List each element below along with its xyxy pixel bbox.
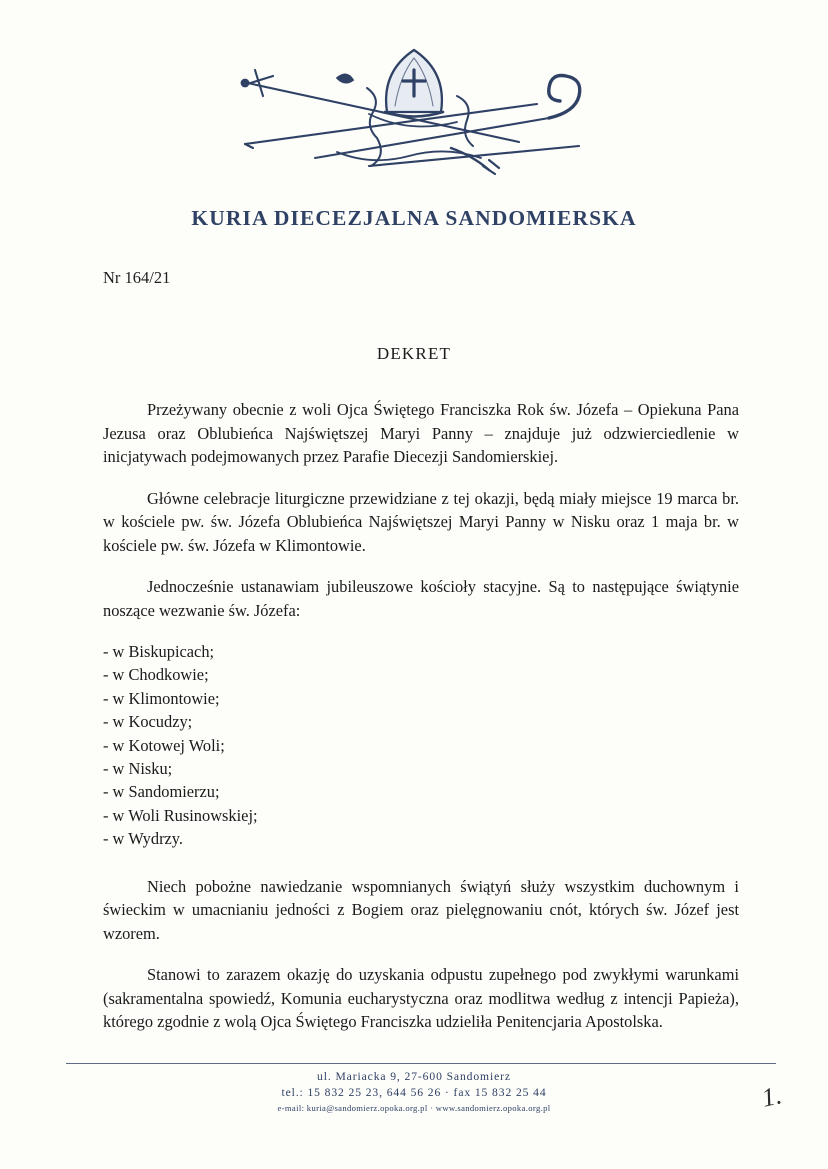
paragraph-3: Jednocześnie ustanawiam jubileuszowe kościoły stacyjne. Są to następujące świątynie noszące wezwanie św. Józefa: [103, 577, 739, 620]
list-item: - w Klimontowie; [103, 688, 220, 708]
list-item: - w Woli Rusinowskiej; [103, 805, 258, 825]
list-item: - w Wydrzy. [103, 829, 184, 849]
document-body [103, 398, 739, 1034]
station-church-list [103, 640, 739, 851]
footer-phone: tel.: 15 832 25 23, 644 56 26 · fax 15 832 25 44 [281, 1086, 547, 1099]
footer [0, 1069, 828, 1116]
episcopal-coat-of-arms-icon [0, 26, 828, 186]
paragraph-4: Niech pobożne nawiedzanie wspomnianych świątyń służy wszystkim duchownym i świeckim w umacnianiu jedności z Bogiem oraz pielęgnowaniu cnót, których św. Józef jest wzorem. [103, 876, 739, 943]
list-item: - w Kocudzy; [103, 712, 193, 732]
list-item: - w Sandomierzu; [103, 782, 220, 802]
reference-number: Nr 164/21 [103, 268, 171, 287]
handwritten-page-number: 1. [759, 1080, 785, 1113]
list-item: - w Nisku; [103, 759, 173, 779]
list-item: - w Chodkowie; [103, 665, 209, 685]
footer-address: ul. Mariacka 9, 27-600 Sandomierz [317, 1070, 511, 1083]
list-item: - w Biskupicach; [103, 642, 215, 661]
decree-heading: DEKRET [376, 344, 452, 363]
page-title: KURIA DIECEZJALNA SANDOMIERSKA [191, 206, 637, 230]
footer-web: e-mail: kuria@sandomierz.opoka.org.pl · www.sandomierz.opoka.org.pl [277, 1103, 551, 1113]
paragraph-1: Przeżywany obecnie z woli Ojca Świętego Franciszka Rok św. Józefa – Opiekuna Pana Jezusa oraz Oblubieńca Najświętszej Maryi Panny – znajduje już odzwierciedlenie w inicjatywach podejmowanych przez Parafie Diecezji Sandomierskiej. [103, 400, 739, 466]
footer-divider [66, 1063, 776, 1064]
paragraph-5: Stanowi to zarazem okazję do uzyskania odpustu zupełnego pod zwykłymi warunkami (sakramentalna spowiedź, Komunia eucharystyczna oraz modlitwa według z intencji Papieża), którego zgodnie z wolą Ojca Świętego Franciszka udzieliła Penitencjaria Apostolska. [103, 965, 739, 1032]
list-item: - w Kotowej Woli; [103, 735, 225, 755]
paragraph-2: Główne celebracje liturgiczne przewidziane z tej okazji, będą miały miejsce 19 marca br. w kościele pw. św. Józefa Oblubieńca Najświętszej Maryi Panny w Nisku oraz 1 maja br. w kościele pw. św. Józefa w Klimontowie. [103, 488, 739, 555]
